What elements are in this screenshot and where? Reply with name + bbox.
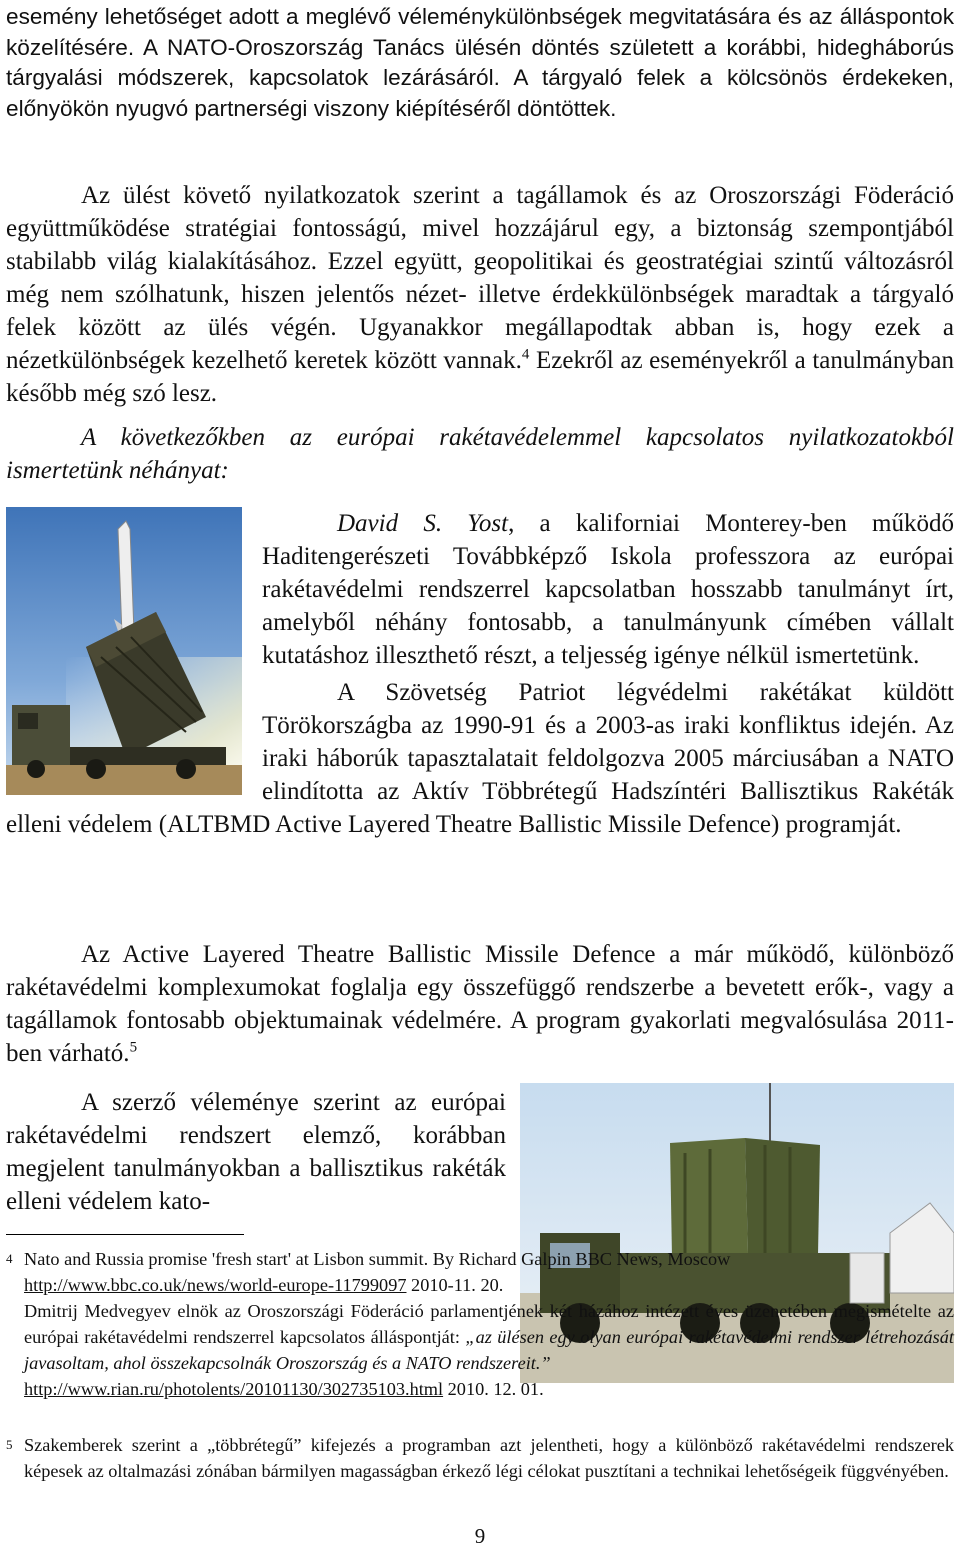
footnote-5-number: 5 <box>6 1437 13 1452</box>
paragraph-7: A szerző véleménye szerint az európai rakétavédelmi rendszert elemző, korábban megjelent tanulmányokban a ballisztikus rakéták elleni védelem kato- <box>6 1089 506 1215</box>
paragraph-2-tail: Ezekről az eseményekről a tanulmányban később még szó lesz. <box>6 347 954 407</box>
footnote-5-body: Szakemberek szerint a „többrétegű” kifejezés a programban azt jelentheti, hogy a különböző rakétavédelmi rendszerek képesek az oltalmazási zónában bármilyen magasságban érkező légi célokat pusztítani a technikai lehetőségeik függvényében. <box>24 1435 954 1481</box>
footnote-4-body <box>24 1246 954 1402</box>
paragraph-3-intro: A következőkben az európai rakétavédelemmel kapcsolatos nyilatkozatokból ismertetünk néhányat: <box>6 424 954 484</box>
page-number: 9 <box>474 1524 486 1548</box>
rian-link[interactable]: http://www.rian.ru/photolents/20101130/302735103.html <box>24 1379 444 1399</box>
footnote-4-citation: Nato and Russia promise 'fresh start' at Lisbon summit. By Richard Galpin BBC News, Moscow <box>24 1249 731 1269</box>
paragraph-2-text: Az ülést követő nyilatkozatok szerint a tagállamok és az Oroszországi Föderáció együttműködése stratégiai fontosságú, mivel hozzájárul egy, a biztonság szempontjából stabilabb világ kialakításához. Ezzel együtt, geopolitikai és geostratégiai szintű változásról még nem szólhatunk, hiszen jelentős nézet- illetve érdekkülönbségek maradtak a tárgyaló felek között az ülés végén. Ugyanakkor megállapodtak abban is, hogy ezek a nézetkülönbségek kezelhető keretek között vannak. <box>6 182 954 374</box>
footnote-5 <box>6 1432 954 1484</box>
footnote-4-quote: „az ülésen egy olyan európai rakétavédelmi rendszer létrehozását javasoltam, ahol összekapcsolnák Oroszország és a NATO rendszereit.” <box>24 1327 955 1373</box>
footnote-ref-5[interactable]: 5 <box>129 1039 138 1056</box>
paragraph-6 <box>6 938 954 1070</box>
paragraph-4-text: , a kaliforniai Monterey-ben működő Haditengerészeti Továbbképző Iskola professzora az európai rakétavédelmi rendszerrel kapcsolatban hosszabb tanulmányt írt, amelyből néhány fontosabb, a tanulmányunk címében vállalt kutatáshoz illeszthető részt, a teljesség igénye nélkül ismertetünk. <box>262 510 954 669</box>
paragraph-1: esemény lehetőséget adott a meglévő véleménykülönbségek megvitatására és az álláspontok közelítésére. A NATO-Oroszország Tanács ülésén döntés született a korábbi, hidegháborús tárgyalási módszerek, kapcsolatok lezárásáról. A tárgyaló felek a kölcsönös érdekeken, előnyökön nyugvó partnerségi viszony kiépítéséről döntöttek. <box>6 4 954 121</box>
paragraph-5: A Szövetség Patriot légvédelmi rakétákat küldött Törökországba az 1990-91 és a 2003-as iraki konfliktus idején. Az iraki háborúk tapasztalatait feldolgozva 2005 márciusában a NATO elindította az Aktív Többrétegű Hadszíntéri Ballisztikus Rakéták elleni védelem (ALTBMD Active Layered Theatre Ballistic Missile Defence) programját. <box>6 679 954 838</box>
paragraph-6-text: Az Active Layered Theatre Ballistic Missile Defence a már működő, különböző rakétavédelmi komplexumokat foglalja egy összefüggő rendszerbe a bevetett erők-, vagy a tagállamok fontosabb objektumainak védelmére. A program gyakorlati megvalósulása 2011-ben várható. <box>6 941 954 1067</box>
footnote-4-line4 <box>24 1376 954 1402</box>
author-name: David S. Yost <box>337 510 509 537</box>
footnote-separator <box>6 1234 244 1235</box>
footnote-4 <box>6 1246 954 1402</box>
footnote-4-date: 2010-11. 20. <box>406 1275 504 1295</box>
image-text-block <box>6 507 954 841</box>
paragraph-2 <box>6 179 954 410</box>
missile-launcher-image <box>6 507 242 795</box>
bbc-link[interactable]: http://www.bbc.co.uk/news/world-europe-11799097 <box>24 1275 407 1295</box>
footnote-4-line2 <box>24 1272 954 1298</box>
footnote-4-number: 4 <box>6 1251 13 1266</box>
footnote-4-line1 <box>24 1246 954 1272</box>
patriot-launcher-photo <box>6 507 242 795</box>
footnote-4-date2: 2010. 12. 01. <box>443 1379 544 1399</box>
footnote-4-medvedev-text: Dmitrij Medvegyev elnök az Oroszországi Föderáció parlamentjének két házához intézett éves üzenetében megismételte az európai rakétavédelmi rendszerrel kapcsolatos álláspontját: <box>24 1301 954 1347</box>
footnote-ref-4[interactable]: 4 <box>521 346 530 363</box>
footnote-4-line3 <box>24 1298 954 1376</box>
